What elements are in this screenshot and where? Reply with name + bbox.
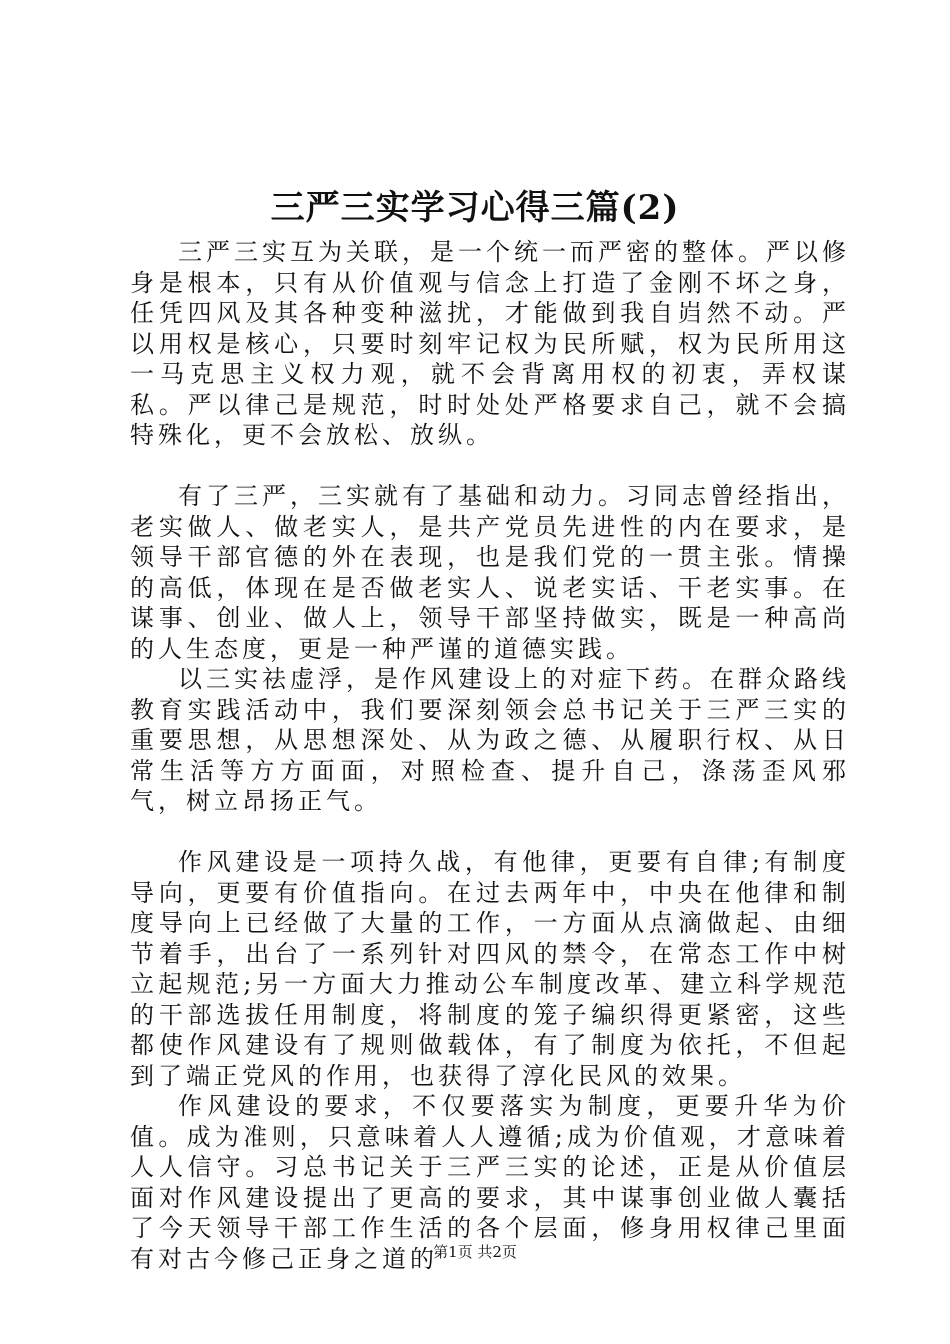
document-body [130, 237, 850, 1274]
page-footer: 第1页 共2页 [433, 1243, 517, 1261]
paragraph-5: 作风建设的要求，不仅要落实为制度，更要升华为价值。成为准则，只意味着人人遵循;成为价值观，才意味着人人信守。习总书记关于三严三实的论述，正是从价值层面对作风建设提出了更高的要求，其中谋事创业做人囊括了今天领导干部工作生活的各个层面，修身用权律己里面有对古今修己正身之道的 [130, 1092, 850, 1273]
paragraph-2: 有了三严，三实就有了基础和动力。习同志曾经指出，老实做人、做老实人，是共产党员先进性的内在要求，是领导干部官德的外在表现，也是我们党的一贯主张。情操的高低，体现在是否做老实人、说老实话、干老实事。在谋事、创业、做人上，领导干部坚持做实，既是一种高尚的人生态度，更是一种严谨的道德实践。 [130, 482, 850, 663]
paragraph-1: 三严三实互为关联，是一个统一而严密的整体。严以修身是根本，只有从价值观与信念上打造了金刚不坏之身，任凭四风及其各种变种滋扰，才能做到我自岿然不动。严以用权是核心，只要时刻牢记权为民所赋，权为民所用这一马克思主义权力观，就不会背离用权的初衷，弄权谋私。严以律己是规范，时时处处严格要求自己，就不会搞特殊化，更不会放松、放纵。 [130, 238, 850, 449]
document-title: 三严三实学习心得三篇(2) [270, 188, 680, 228]
paragraph-4: 作风建设是一项持久战，有他律，更要有自律;有制度导向，更要有价值指向。在过去两年中，中央在他律和制度导向上已经做了大量的工作，一方面从点滴做起、由细节着手，出台了一系列针对四风的禁令，在常态工作中树立起规范;另一方面大力推动公车制度改革、建立科学规范的干部选拔任用制度，将制度的笼子编织得更紧密，这些都使作风建设有了规则做载体，有了制度为依托，不但起到了端正党风的作用，也获得了淳化民风的效果。 [130, 848, 850, 1090]
paragraph-3: 以三实祛虚浮，是作风建设上的对症下药。在群众路线教育实践活动中，我们要深刻领会总书记关于三严三实的重要思想，从思想深处、从为政之德、从履职行权、从日常生活等方方面面，对照检查、提升自己，涤荡歪风邪气，树立昂扬正气。 [130, 665, 850, 815]
